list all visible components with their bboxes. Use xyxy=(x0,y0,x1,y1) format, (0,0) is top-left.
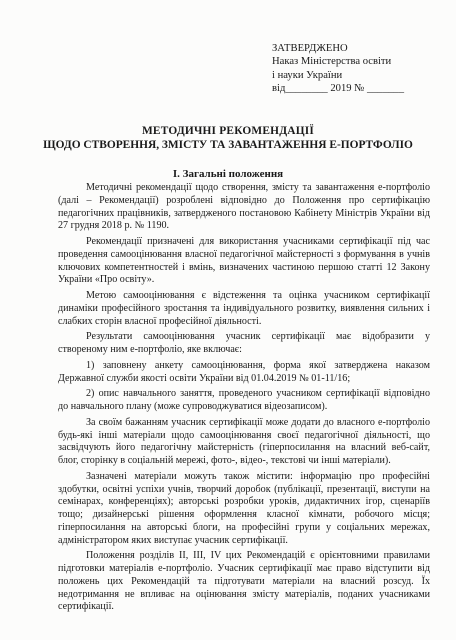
paragraph: Метою самооцінювання є відстеження та оцінка учасником сертифікації динаміки професійного зростання та індивідуального розвитку, виявлення сильних і слабких сторін власної професійної діяльності. xyxy=(58,290,430,327)
document-subtitle: ЩОДО СТВОРЕННЯ, ЗМІСТУ ТА ЗАВАНТАЖЕННЯ Е-ПОРТФОЛІО xyxy=(43,139,413,151)
paragraph: За своїм бажанням учасник сертифікації може додати до власного е-портфоліо будь-які інші матеріали щодо самооцінювання своєї педагогічної діяльності, що засвідчують його педагогічну майстерність (гіперпосилання на власний веб-сайт, блог, сторінку в соціальній мережі, фото-, відео-, текстові чи інші матеріали). xyxy=(58,416,430,466)
list-item: 1) заповнену анкету самооцінювання, форма якої затверджена наказом Державної служби якості освіти України від 01.04.2019 № 01-11/16; xyxy=(58,359,430,384)
approval-ministry-line: і науки України xyxy=(272,69,343,81)
approval-heading: ЗАТВЕРДЖЕНО xyxy=(272,43,348,54)
approval-block xyxy=(272,42,448,95)
list-item: 2) опис навчального заняття, проведеного учасником сертифікації відповідно до навчального плану (може супроводжуватися відеозаписом). xyxy=(58,388,430,412)
document-body xyxy=(58,182,430,617)
paragraph: Методичні рекомендації щодо створення, змісту та завантаження е-портфоліо (далі – Рекомендації) розроблені відповідно до Положення про сертифікацію педагогічних працівників, затвердженого постановою Кабінету Міністрів України від 27 грудня 2018 р. № 1190. xyxy=(58,182,430,232)
approval-date-line: від________ 2019 № _______ xyxy=(272,82,405,94)
paragraph: Положення розділів II, III, IV цих Рекомендацій є орієнтовними правилами підготовки матеріалів е-портфоліо. Учасник сертифікації має право відступити від положень цих Рекомендацій та підготувати матеріали на власний розсуд. Їх недотримання не впливає на оцінювання змісту матеріалів, поданих учасниками сертифікації. xyxy=(58,550,430,613)
approval-order-line: Наказ Міністерства освіти xyxy=(272,56,392,68)
paragraph: Рекомендації призначені для використання учасниками сертифікації під час проведення самооцінювання власної педагогічної майстерності з формування в учнів ключових компетентностей і вмінь, визначених частиною першою статті 12 Закону України «Про освіту». xyxy=(58,236,430,286)
paragraph: Результати самооцінювання учасник сертифікації має відобразити у створеному ним е-портфоліо, яке включає: xyxy=(58,331,430,355)
paragraph: Зазначені матеріали можуть також містити: інформацію про професійні здобутки, освітні успіхи учнів, творчий доробок (публікації, презентації, виступи на семінарах, конференціях); авторські розробки уроків, дидактичних ігор, сценаріїв тощо; дизайнерські рішення оформлення класної кімнати, робочого місця; гіперпосилання на авторські блоги, на професійні групи у соціальних мережах, адміністратором яких виступає учасник сертифікації. xyxy=(58,470,430,546)
document-title: МЕТОДИЧНІ РЕКОМЕНДАЦІЇ xyxy=(141,125,315,137)
section-heading: І. Загальні положення xyxy=(172,168,284,180)
